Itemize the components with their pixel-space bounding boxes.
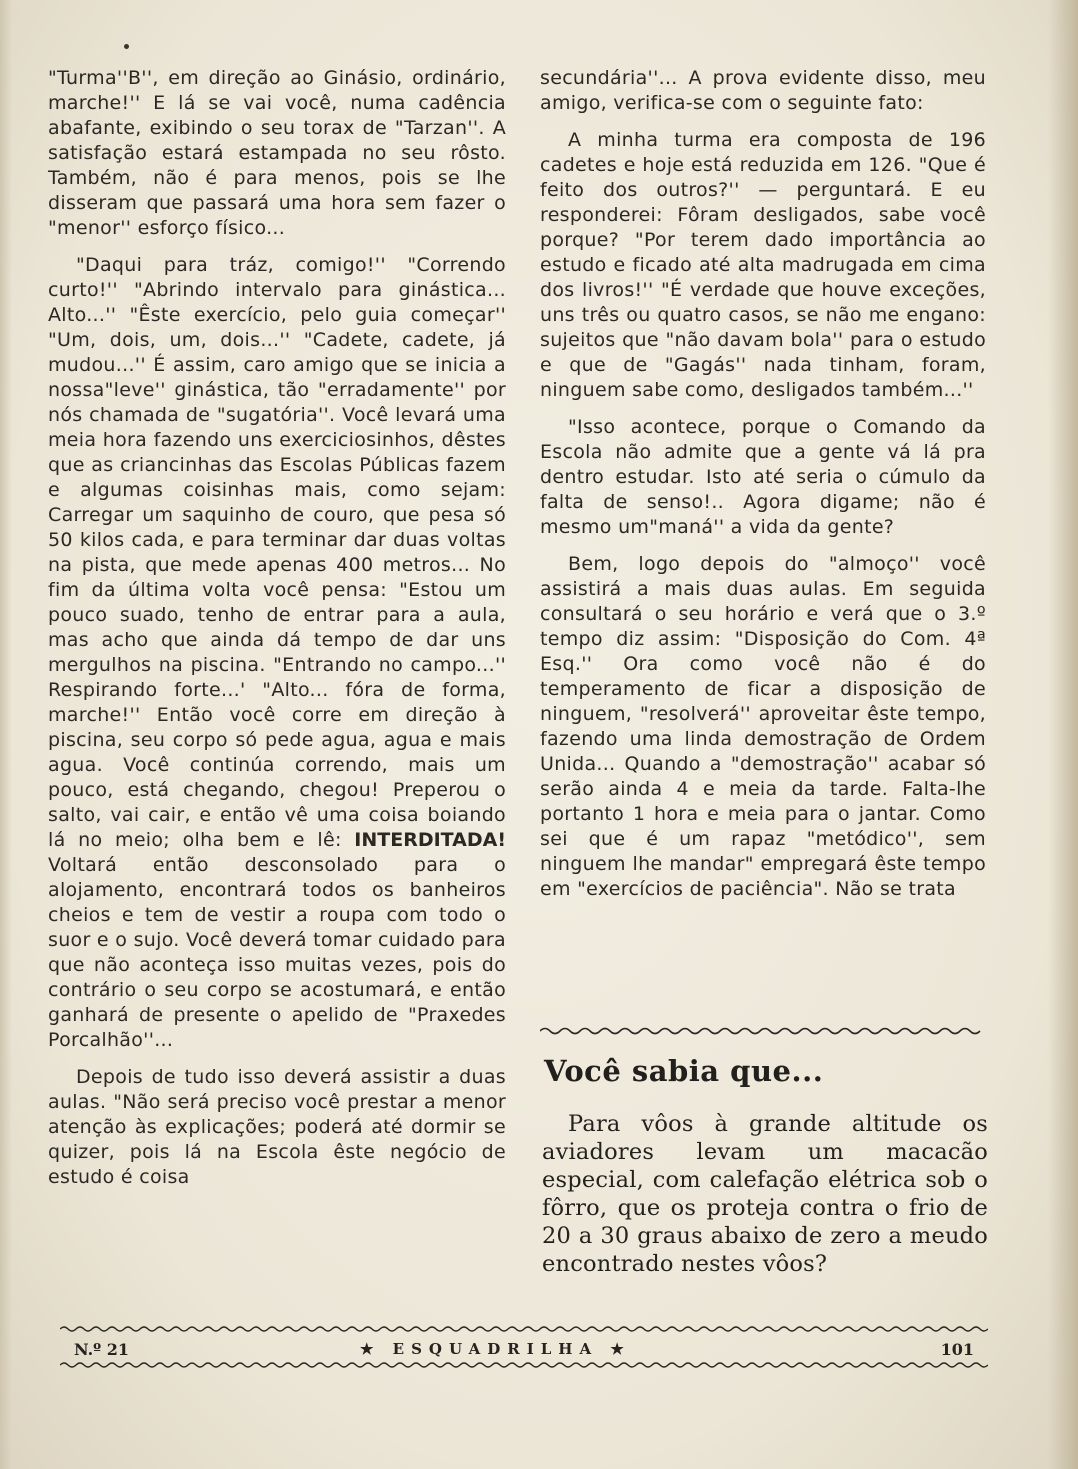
magazine-name: ★ ESQUADRILHA ★ [360,1340,631,1358]
paragraph: "Isso acontece, porque o Comando da Escola não admite que a gente vá lá pra dentro estudar. Isto até seria o cúmulo da falta de senso!.. Agora digame; não é mesmo um"maná'' a vida da gente? [540,416,986,538]
paragraph: Bem, logo depois do "almoço'' você assistirá a mais duas aulas. Em seguida consultará o seu horário e verá que o 3.º tempo diz assim: "Disposição do Com. 4ª Esq.'' Ora como você não é do temperamento de ficar a disposição de ninguem, "resolverá'' aproveitar êste tempo, fazendo uma linda demostração de Ordem Unida... Quando a "demostração'' acabar só serão ainda 4 e meia da tarde. Falta-lhe portanto 1 hora e meia para o jantar. Como sei que é um rapaz "metódico'', sem ninguem lhe mandar" empregará êste tempo em "exercícios de paciência". Não se trata [540,553,986,900]
box-body: Para vôos à grande altitude os aviadores levam um macacão especial, com calefação elétrica sob o fôrro, que os proteja contra o frio de 20 a 30 graus abaixo de zero a meudo encontrado nestes vôos? [542,1111,988,1277]
ink-speck [124,44,129,49]
right-column [540,66,986,914]
paragraph: "Turma''B'', em direção ao Ginásio, ordinário, marche!'' E lá se vai você, numa cadência abafante, exibindo o seu torax de "Tarzan''. A satisfação estará estampada no seu rôsto. Também, não é para menos, pois se lhe disseram que passará uma hora sem fazer o "menor'' esforço físico... [48,67,506,239]
paragraph [48,253,506,1053]
footer-wavy-rule-bottom [60,1360,988,1370]
paragraph: Depois de tudo isso deverá assistir a duas aulas. "Não será preciso você prestar a menor atenção às explicações; poderá até dormir se quizer, pois lá na Escola êste negócio de estudo é coisa [48,1066,506,1188]
issue-number: N.º 21 [74,1340,130,1359]
paragraph-text-continued: Voltará então desconsolado para o alojamento, encontrará todos os banheiros cheios e tem de vestir a roupa com todo o suor e o sujo. Você deverá tomar cuidado para que não aconteça isso muitas vezes, pois do contrário o seu corpo se acostumará, e então ganhará de presente o apelido de "Praxedes Porcalhão''... [48,854,506,1051]
footer-wavy-rule-top [60,1324,988,1334]
wavy-divider [540,1026,984,1036]
paragraph: secundária''... A prova evidente disso, meu amigo, verifica-se com o seguinte fato: [540,67,986,114]
page-edge-shadow-right [1048,0,1078,1469]
interditada-emphasis: INTERDITADA! [354,829,506,851]
box-title: Você sabia que... [544,1054,824,1088]
paragraph: A minha turma era composta de 196 cadetes e hoje está reduzida em 126. "Que é feito dos outros?'' — perguntará. E eu responderei: Fôram desligados, sabe você porque? "Por terem dado importância ao estudo e ficado até alta madrugada em cima dos livros!'' "É verdade que houve exceções, uns três ou quatro casos, se não me engano: sujeitos que "não davam bola'' para o estudo e que de "Gagás'' nada tinham, foram, ninguem sabe como, desligados também...'' [540,129,986,401]
page-edge-shadow-left [0,0,12,1469]
left-column [48,66,506,1202]
page-number: 101 [940,1340,974,1359]
paragraph-text: "Daqui para tráz, comigo!'' "Correndo curto!'' "Abrindo intervalo para ginástica... Alto...'' "Êste exercício, pelo guia começar'' "Um, dois, um, dois...'' "Cadete, cadete, já mudou...'' É assim, caro amigo que se inicia a nossa"leve'' ginástica, tão "erradamente'' por nós chamada de "sugatória''. Você levará uma meia hora fazendo uns exerciciosinhos, dêstes que as criancinhas das Escolas Públicas fazem e algumas coisinhas mais, como sejam: Carregar um saquinho de couro, que pesa só 50 kilos cada, e para terminar dar duas voltas na pista, que mede apenas 400 metros... No fim da última volta você pensa: "Estou um pouco suado, tenho de entrar para a aula, mas acho que ainda dá tempo de dar uns mergulhos na piscina. "Entrando no campo...'' Respirando forte...' "Alto... fóra de forma, marche!'' Então você corre em direção à piscina, seu corpo só pede agua, agua e mais agua. Você continúa correndo, mais um pouco, está chegando, chegou! Preperou o salto, vai cair, e então vê uma coisa boiando lá no meio; olha bem e lê: [48,254,506,851]
